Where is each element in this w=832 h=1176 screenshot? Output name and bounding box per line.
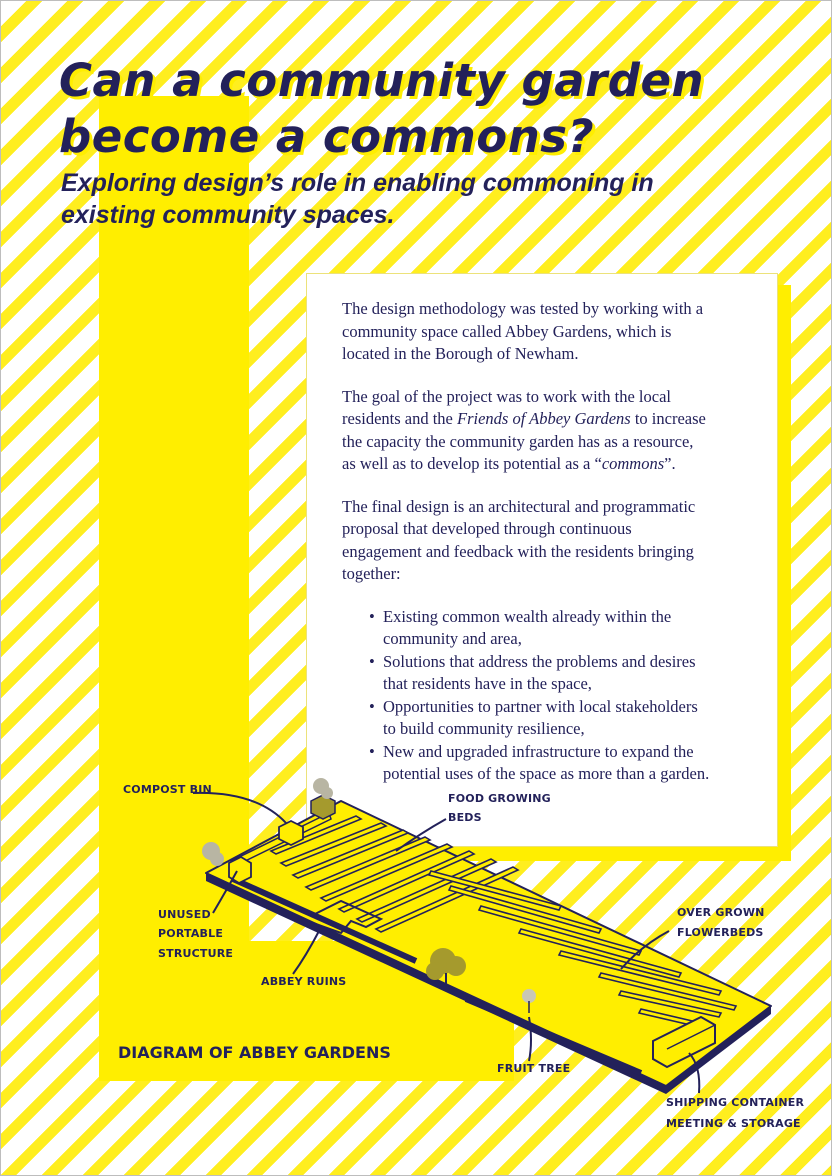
list-item: • Solutions that address the problems and desires that residents have in the space, xyxy=(383,651,757,696)
label-unused-structure: STRUCTURE xyxy=(158,947,234,960)
title-line-2: become a commons? xyxy=(59,110,595,163)
list-item: • New and upgraded infrastructure to expand the potential uses of the space as more than a garden. xyxy=(383,741,757,786)
paragraph-methodology xyxy=(342,298,757,366)
text-line: The design methodology was tested by working with a xyxy=(342,299,704,318)
label-unused-structure: UNUSED xyxy=(158,908,211,921)
shed xyxy=(311,795,335,819)
diagram-title: DIAGRAM OF ABBEY GARDENS xyxy=(118,1043,391,1062)
label-shipping-container: MEETING & STORAGE xyxy=(666,1117,801,1130)
label-compost-bin: COMPOST BIN xyxy=(123,783,212,796)
label-fruit-tree: FRUIT TREE xyxy=(497,1062,571,1075)
label-unused-structure: PORTABLE xyxy=(158,927,224,940)
list-item: • Existing common wealth already within the community and area, xyxy=(383,606,757,651)
label-abbey-ruins: ABBEY RUINS xyxy=(261,975,347,988)
paragraph-goal xyxy=(342,386,757,476)
list-item: • Opportunities to partner with local stakeholders to build community resilience, xyxy=(383,696,757,741)
text-line: together: xyxy=(342,564,401,583)
text-fragment: residents and the xyxy=(342,409,458,428)
label-overgrown-flowerbeds: FLOWERBEDS xyxy=(677,926,764,939)
text-fragment: as well as to develop its potential as a “ xyxy=(342,454,602,473)
friends-name: Friends of Abbey Gardens xyxy=(457,409,631,428)
text-line: proposal that developed through continuous xyxy=(342,519,632,538)
subtitle-line-2: existing community spaces. xyxy=(61,201,395,229)
text-line: located in the Borough of Newham. xyxy=(342,344,579,363)
text-fragment: to increase xyxy=(630,409,706,428)
compost-bin xyxy=(279,821,303,845)
label-overgrown-flowerbeds: OVER GROWN xyxy=(677,906,765,919)
page-title xyxy=(59,53,819,165)
abbey-gardens-diagram xyxy=(1,761,831,1175)
text-line: The final design is an architectural and programmatic xyxy=(342,496,696,516)
text-fragment: ”. xyxy=(664,454,676,473)
text-line: community space called Abbey Gardens, which is xyxy=(342,321,672,341)
commons-term: commons xyxy=(601,454,665,473)
text-line: engagement and feedback with the residents bringing xyxy=(342,541,694,561)
bullet-list xyxy=(342,606,757,786)
label-shipping-container: SHIPPING CONTAINER xyxy=(666,1096,805,1109)
page-subtitle xyxy=(61,167,781,231)
text-line: The goal of the project was to work with the local xyxy=(342,386,671,406)
paragraph-final-design xyxy=(342,496,757,586)
subtitle-line-1: Exploring design’s role in enabling commoning in xyxy=(61,169,654,197)
label-food-growing: FOOD GROWING xyxy=(448,792,551,805)
label-food-growing: BEDS xyxy=(448,811,482,824)
title-line-1: Can a community garden xyxy=(59,54,705,107)
text-line: the capacity the community garden has as a resource, xyxy=(342,431,694,451)
